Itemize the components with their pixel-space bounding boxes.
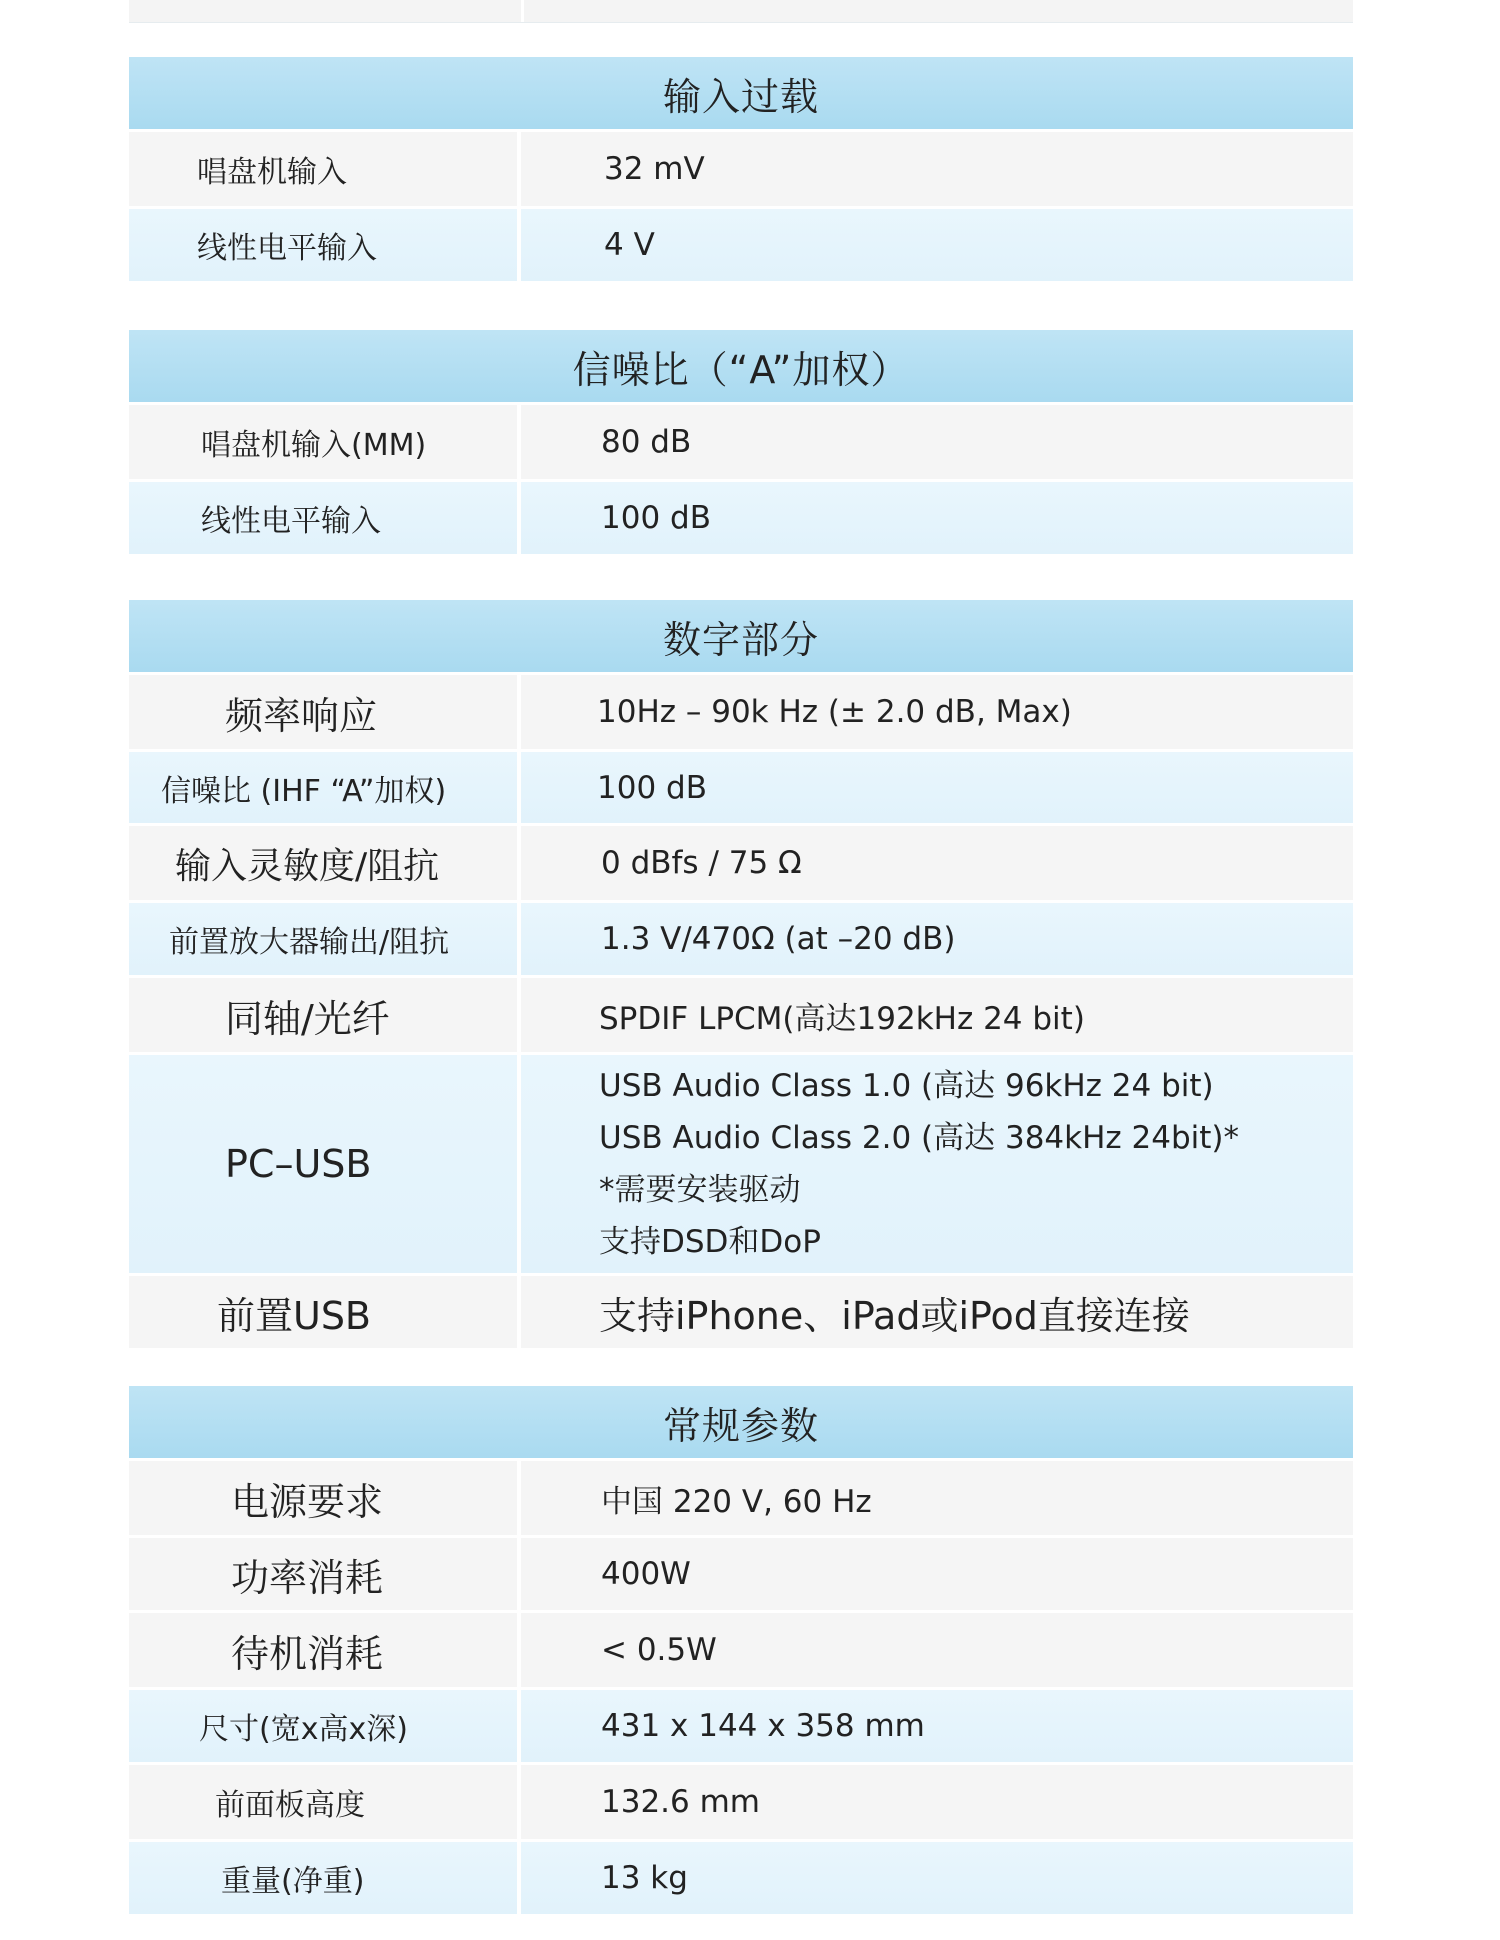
row-value: 1.3 V/470Ω (at –20 dB) <box>601 921 956 957</box>
table-row <box>129 1276 1353 1351</box>
value-line: USB Audio Class 2.0 (高达 384kHz 24bit)* <box>599 1120 1240 1156</box>
spec-sheet <box>129 0 1353 1917</box>
section-header: 信噪比（“A”加权） <box>129 330 1353 405</box>
row-value: < 0.5W <box>601 1632 717 1668</box>
table-row <box>129 209 1353 284</box>
row-label: 重量(净重) <box>129 1842 521 1914</box>
row-label: 尺寸(宽x高x深) <box>129 1690 521 1762</box>
value-line: *需要安装驱动 <box>599 1172 801 1208</box>
value-line: 支持DSD和DoP <box>599 1224 821 1260</box>
table-row <box>129 1842 1353 1917</box>
row-value: 100 dB <box>597 769 707 806</box>
table-row <box>129 482 1353 557</box>
row-label: 同轴/光纤 <box>129 978 521 1052</box>
row-label: PC–USB <box>129 1055 521 1273</box>
table-row <box>129 675 1353 752</box>
section-general <box>129 1386 1353 1917</box>
table-row <box>129 1461 1353 1538</box>
row-value: 132.6 mm <box>601 1784 760 1820</box>
table-row <box>129 132 1353 209</box>
row-value: 13 kg <box>601 1860 688 1896</box>
row-value: 4 V <box>604 227 655 263</box>
section-digital <box>129 600 1353 1351</box>
row-value-multiline <box>521 1055 1353 1273</box>
section-header: 输入过载 <box>129 57 1353 132</box>
row-value: 32 mV <box>604 151 705 187</box>
row-label: 前面板高度 <box>129 1765 521 1839</box>
row-value: 431 x 144 x 358 mm <box>601 1708 925 1744</box>
table-row <box>129 752 1353 826</box>
section-input-overload <box>129 57 1353 284</box>
row-value: 10Hz – 90k Hz (± 2.0 dB, Max) <box>597 694 1072 730</box>
table-row <box>129 978 1353 1055</box>
row-value: 中国 220 V, 60 Hz <box>601 1483 872 1520</box>
row-value: SPDIF LPCM(高达192kHz 24 bit) <box>599 1000 1085 1037</box>
table-row <box>129 1538 1353 1613</box>
table-row <box>129 1613 1353 1690</box>
row-value: 支持iPhone、iPad或iPod直接连接 <box>599 1293 1190 1338</box>
row-label: 线性电平输入 <box>129 482 521 554</box>
row-label: 待机消耗 <box>129 1613 521 1687</box>
section-snr <box>129 330 1353 557</box>
row-value: 80 dB <box>601 424 692 460</box>
row-label: 输入灵敏度/阻抗 <box>129 826 521 900</box>
table-row <box>129 826 1353 903</box>
row-value: 0 dBfs / 75 Ω <box>601 845 802 881</box>
row-label: 线性电平输入 <box>129 209 521 281</box>
row-value: 100 dB <box>601 500 711 536</box>
previous-table-row-remnant <box>129 0 1353 23</box>
value-line: USB Audio Class 1.0 (高达 96kHz 24 bit) <box>599 1068 1214 1104</box>
table-row <box>129 1055 1353 1276</box>
row-label: 信噪比 (IHF “A”加权) <box>129 752 521 823</box>
table-row <box>129 903 1353 978</box>
section-header: 数字部分 <box>129 600 1353 675</box>
row-label: 频率响应 <box>129 675 521 749</box>
row-label: 功率消耗 <box>129 1538 521 1610</box>
table-row <box>129 405 1353 482</box>
table-row <box>129 1765 1353 1842</box>
row-label: 唱盘机输入 <box>129 132 521 206</box>
row-label: 前置放大器输出/阻抗 <box>129 903 521 975</box>
section-header: 常规参数 <box>129 1386 1353 1461</box>
row-label: 电源要求 <box>129 1461 521 1535</box>
row-label: 唱盘机输入(MM) <box>129 405 521 479</box>
row-value: 400W <box>601 1556 691 1592</box>
table-row <box>129 1690 1353 1765</box>
row-label: 前置USB <box>129 1276 521 1348</box>
